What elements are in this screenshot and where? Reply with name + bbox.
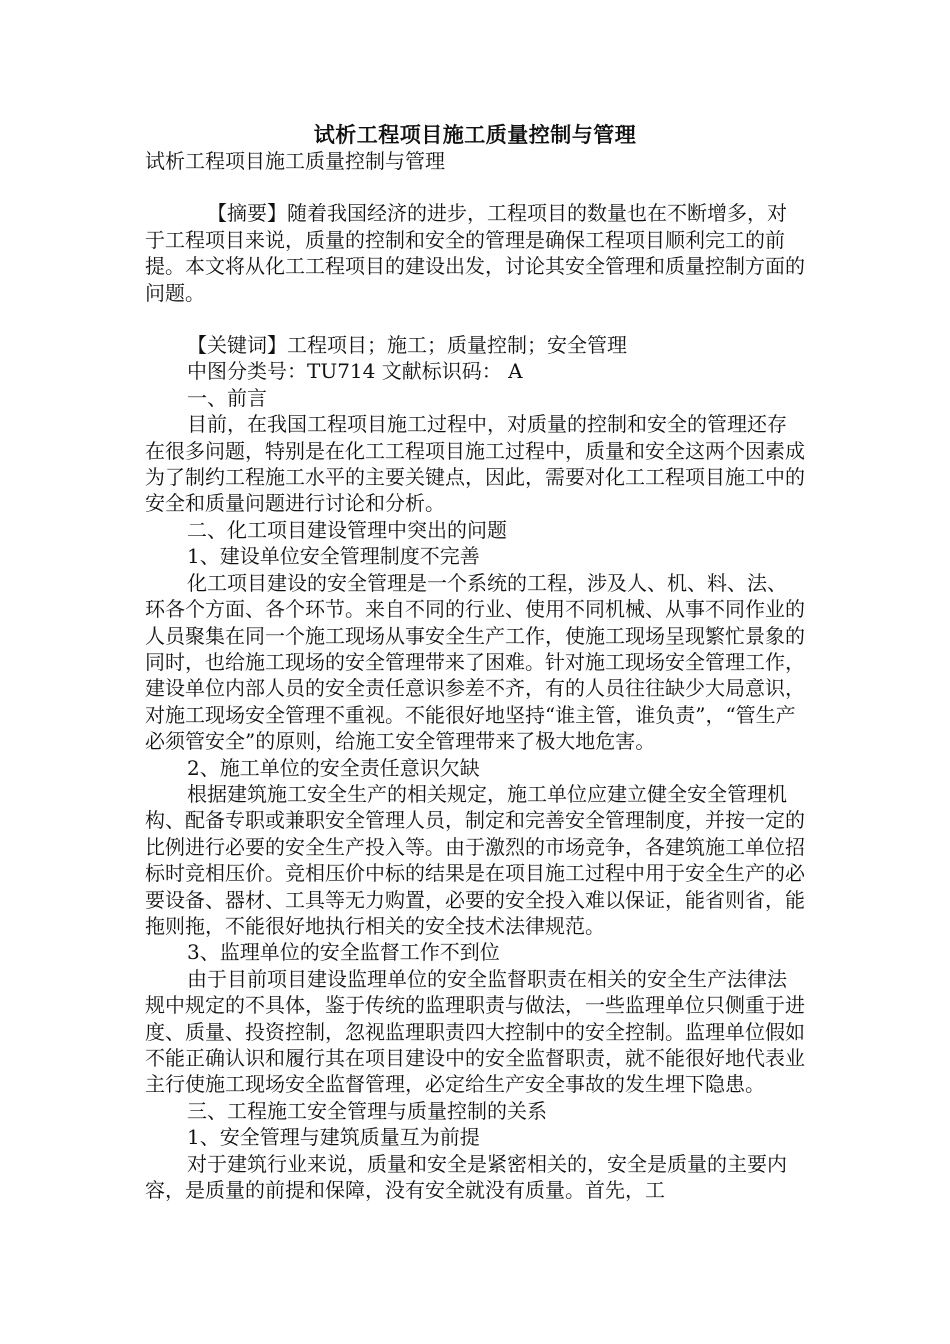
body-paragraph: 对于建筑行业来说，质量和安全是紧密相关的，安全是质量的主要内容，是质量的前提和保障，没有安全就没有质量。首先，工 <box>145 1151 787 1203</box>
document-subtitle: 试析工程项目施工质量控制与管理 <box>145 149 445 173</box>
document-title: 试析工程项目施工质量控制与管理 <box>313 122 637 147</box>
section-heading: 三、工程施工安全管理与质量控制的关系 <box>187 1098 547 1123</box>
document-body <box>145 148 805 1203</box>
classification-line: 中图分类号：TU714 文献标识码： A <box>187 359 523 384</box>
subsection-heading: 1、安全管理与建筑质量互为前提 <box>187 1125 480 1150</box>
body-paragraph: 目前，在我国工程项目施工过程中，对质量的控制和安全的管理还存在很多问题，特别是在化工工程项目施工过程中，质量和安全这两个因素成为了制约工程施工水平的主要关键点，因此，需要对化工工程项目施工中的安全和质量问题进行讨论和分析。 <box>145 412 805 516</box>
keywords-line: 【关键词】工程项目；施工；质量控制；安全管理 <box>187 333 627 358</box>
subsection-heading: 3、监理单位的安全监督工作不到位 <box>187 940 500 965</box>
body-paragraph: 根据建筑施工安全生产的相关规定，施工单位应建立健全安全管理机构、配备专职或兼职安全管理人员，制定和完善安全管理制度，并按一定的比例进行必要的安全生产投入等。由于激烈的市场竞争，各建筑施工单位招标时竞相压价。竞相压价中标的结果是在项目施工过程中用于安全生产的必要设备、器材、工具等无力购置，必要的安全投入难以保证，能省则省，能拖则拖，不能很好地执行相关的安全技术法律规范。 <box>145 781 805 938</box>
abstract-paragraph: 【摘要】随着我国经济的进步，工程项目的数量也在不断增多，对于工程项目来说，质量的控制和安全的管理是确保工程项目顺利完工的前提。本文将从化工工程项目的建设出发，讨论其安全管理和质量控制方面的问题。 <box>145 201 805 305</box>
section-heading: 一、前言 <box>187 385 267 410</box>
body-paragraph: 由于目前项目建设监理单位的安全监督职责在相关的安全生产法律法规中规定的不具体，鉴于传统的监理职责与做法，一些监理单位只侧重于进度、质量、投资控制，忽视监理职责四大控制中的安全控制。监理单位假如不能正确认识和履行其在项目建设中的安全监督职责，就不能很好地代表业主行使施工现场安全监督管理，必定给生产安全事故的发生埋下隐患。 <box>145 966 805 1097</box>
subsection-heading: 2、施工单位的安全责任意识欠缺 <box>187 755 480 780</box>
body-paragraph: 化工项目建设的安全管理是一个系统的工程，涉及人、机、料、法、环各个方面、各个环节。来自不同的行业、使用不同机械、从事不同作业的人员聚集在同一个施工现场从事安全生产工作，使施工现场呈现繁忙景象的同时，也给施工现场的安全管理带来了困难。针对施工现场安全管理工作，建设单位内部人员的安全责任意识参差不齐，有的人员往往缺少大局意识，对施工现场安全管理不重视。不能很好地坚持“谁主管，谁负责”，“管生产必须管安全”的原则，给施工安全管理带来了极大地危害。 <box>145 570 805 754</box>
subsection-heading: 1、建设单位安全管理制度不完善 <box>187 544 480 569</box>
section-heading: 二、化工项目建设管理中突出的问题 <box>187 517 507 542</box>
